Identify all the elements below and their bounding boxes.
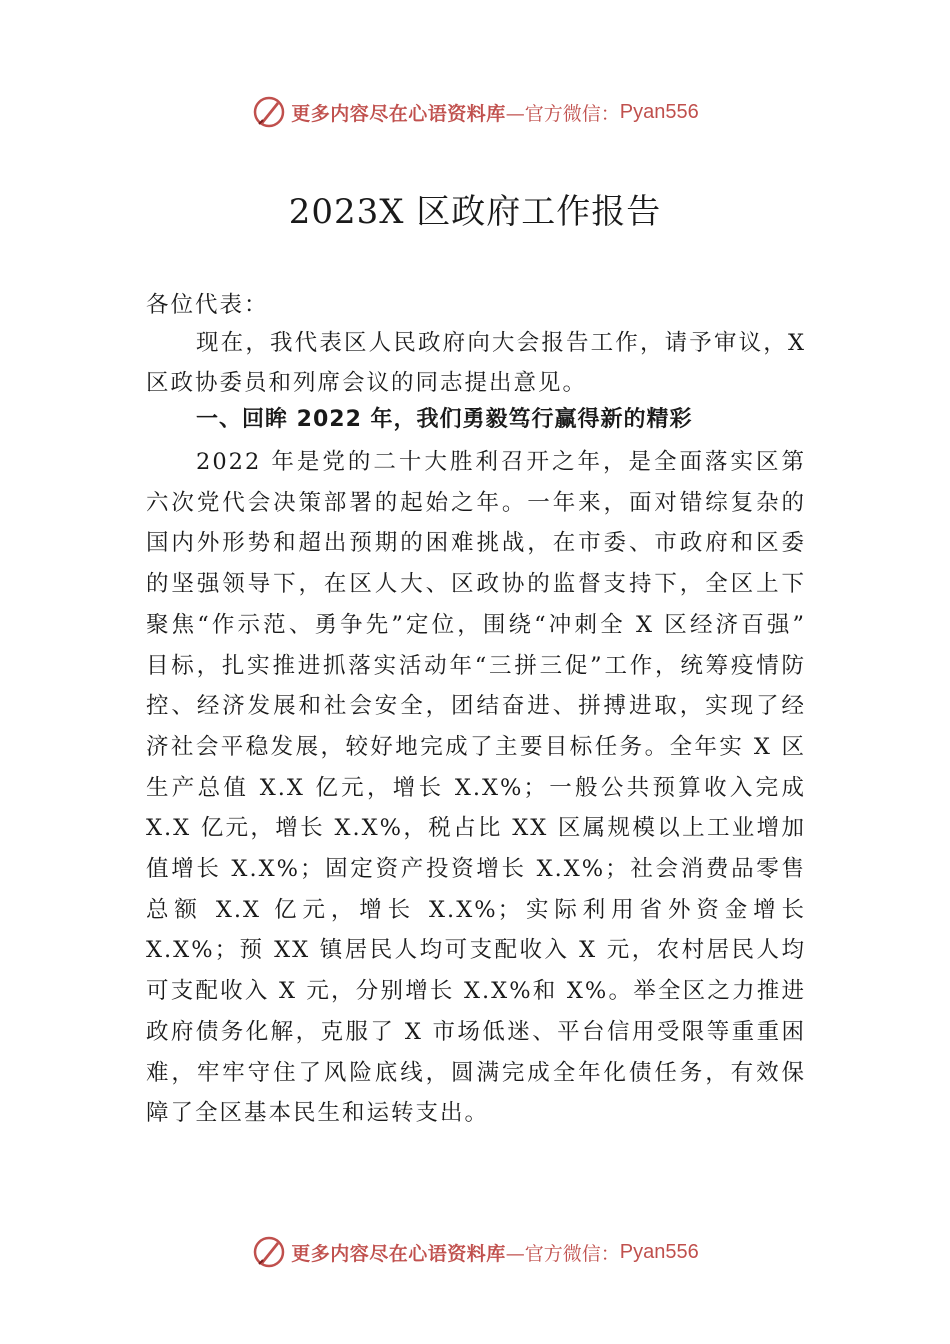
watermark-banner-bottom bbox=[0, 1232, 950, 1272]
banner-text-primary: 更多内容尽在心语资料库 bbox=[291, 1242, 506, 1265]
banner-text-secondary: —官方微信： bbox=[505, 102, 620, 125]
quill-logo-icon bbox=[251, 1234, 287, 1270]
document-title: 2023X 区政府工作报告 bbox=[288, 192, 662, 232]
watermark-banner-top bbox=[0, 92, 950, 132]
salutation: 各位代表： bbox=[146, 292, 269, 318]
banner-text-primary: 更多内容尽在心语资料库 bbox=[291, 102, 506, 125]
quill-logo-icon bbox=[251, 94, 287, 130]
banner-wechat-id: Pyan556 bbox=[619, 100, 699, 123]
banner-wechat-id: Pyan556 bbox=[619, 1240, 699, 1263]
banner-text-secondary: —官方微信： bbox=[505, 1242, 620, 1265]
intro-paragraph: 现在，我代表区人民政府向大会报告工作，请予审议，X 区政协委员和列席会议的同志提出意见。 bbox=[146, 330, 806, 396]
body-paragraph: 2022 年是党的二十大胜利召开之年，是全面落实区第六次党代会决策部署的起始之年。一年来，面对错综复杂的国内外形势和超出预期的困难挑战，在市委、市政府和区委的坚强领导下，在区人大、区政协的监督支持下，全区上下聚焦“作示范、勇争先”定位，围绕“冲刺全 X 区经济百强” 目标，扎实推进抓落实活动年“三拼三促”工作，统筹疫情防控、经济发展和社会安全，团结奋进、拼搏进取，实现了经济社会平稳发展，较好地完成了主要目标任务。全年实 X 区生产总值 X.X 亿元，增长 X.X%；一般公共预算收入完成 X.X 亿元，增长 X.X%，税占比 XX 区属规模以上工业增加值增长 X.X%；固定资产投资增长 X.X%；社会消费品零售总额 X.X 亿元，增长 X.X%；实际利用省外资金增长 X.X%；预 XX 镇居民人均可支配收入 X 元，农村居民人均可支配收入 X 元，分别增长 X.X%和 X%。举全区之力推进政府债务化解，克服了 X 市场低迷、平台信用受限等重重困难，牢牢守住了风险底线，圆满完成全年化债任务，有效保障了全区基本民生和运转支出。 bbox=[146, 449, 806, 1127]
section-heading: 一、回眸 2022 年，我们勇毅笃行赢得新的精彩 bbox=[196, 407, 693, 432]
